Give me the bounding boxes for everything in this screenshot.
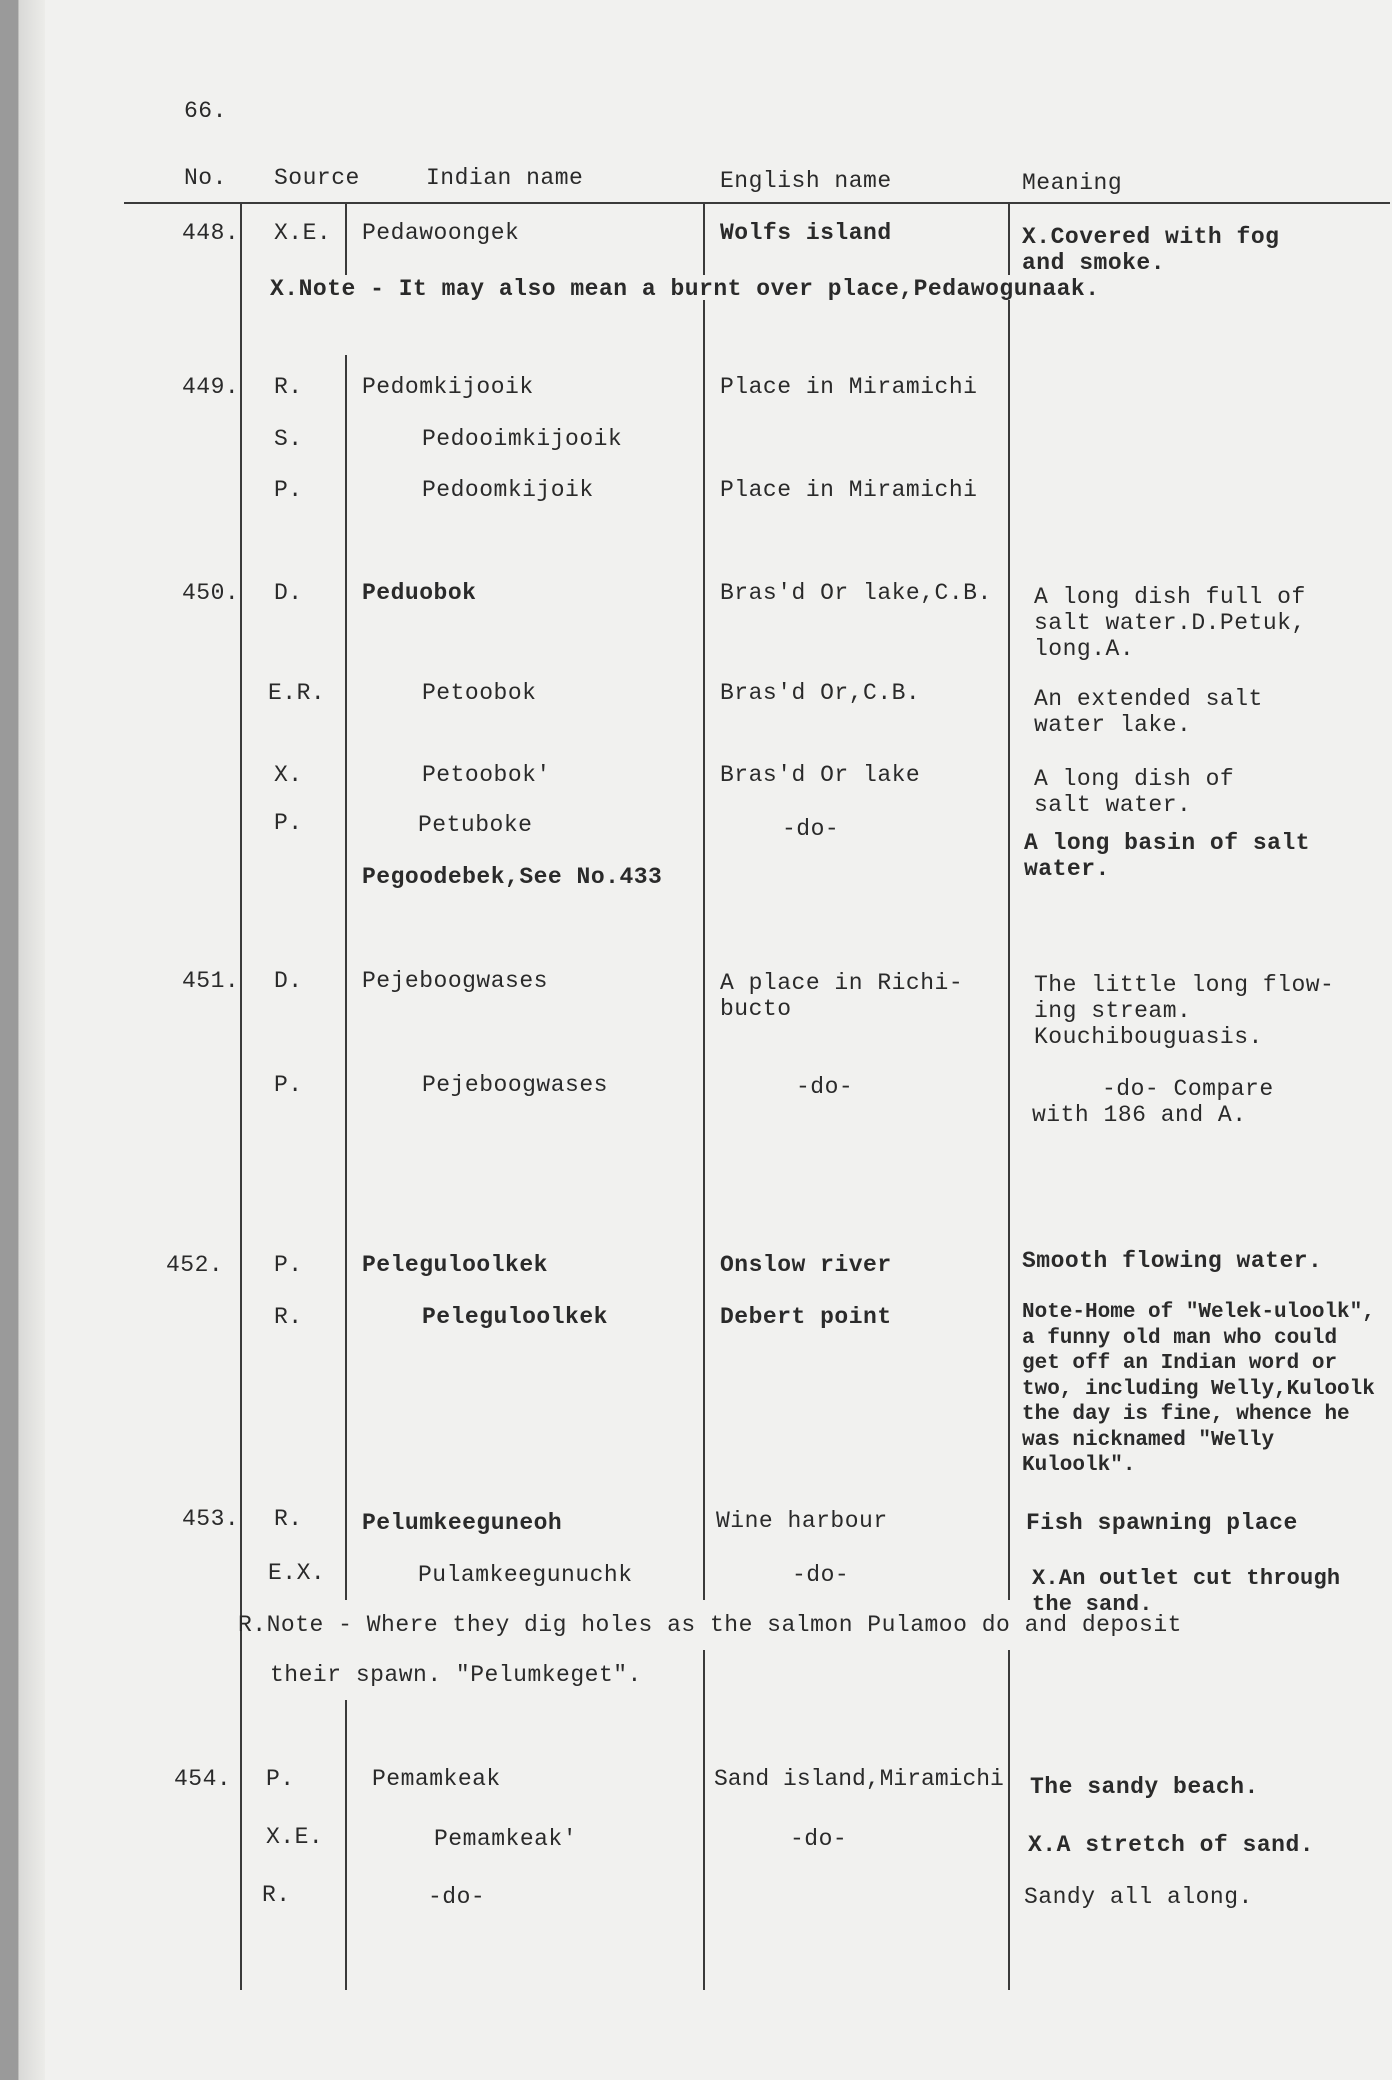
entry-454-meaning-2: X.A stretch of sand. [1028,1832,1315,1858]
header-indian-name: Indian name [426,165,584,191]
entry-453-no: 453. [182,1506,240,1532]
entry-451-no: 451. [182,968,240,994]
entry-453-english-1: Wine harbour [716,1508,888,1534]
entry-454-english-2: -do- [790,1826,848,1852]
entry-451-source-1: D. [274,968,303,994]
page-number: 66. [184,98,227,124]
entry-450-indian-3: Petoobok' [422,762,551,788]
entry-450-meaning-1: A long dish full of salt water.D.Petuk, long.A. [1034,584,1306,662]
entry-451-indian-2: Pejeboogwases [422,1072,608,1098]
entry-449-source-2: S. [274,426,303,452]
column-line-no [240,203,242,1990]
entry-450-source-4: P. [274,810,303,836]
entry-450-english-4: -do- [782,816,840,842]
entry-451-meaning-2: -do- Compare with 186 and A. [1032,1076,1274,1128]
entry-452-english-1: Onslow river [720,1252,892,1278]
entry-452-meaning-1: Smooth flowing water. [1022,1248,1323,1274]
entry-450-source-2: E.R. [268,680,326,706]
entry-449-english-3: Place in Miramichi [720,477,978,503]
page-edge [18,0,45,2080]
entry-450-no: 450. [182,580,240,606]
entry-452-indian-1: Peleguloolkek [362,1252,548,1278]
entry-454-source-3: R. [262,1882,291,1908]
column-line-indian-a [703,203,705,275]
entry-450-english-1: Bras'd Or lake,C.B. [720,580,992,606]
column-line-indian-b [703,300,705,1600]
entry-449-indian-2: Pedooimkijooik [422,426,623,452]
header-meaning: Meaning [1022,170,1123,196]
entry-451-english-1: A place in Richi-bucto [720,970,964,1022]
entry-452-source-1: P. [274,1252,303,1278]
entry-454-english-1: Sand island,Miramichi [714,1766,1004,1792]
entry-454-indian-1: Pemamkeak [372,1766,501,1792]
entry-451-meaning-1: The little long flow-ing stream. Kouchibouguasis. [1034,972,1335,1050]
entry-449-source-1: R. [274,374,303,400]
entry-450-indian-1: Peduobok [362,580,477,606]
entry-448-no: 448. [182,220,240,246]
entry-454-no: 454. [174,1766,232,1792]
entry-450-source-3: X. [274,762,303,788]
entry-448-indian: Pedawoongek [362,220,520,246]
entry-452-source-2: R. [274,1304,303,1330]
entry-450-source-1: D. [274,580,303,606]
entry-449-english-1: Place in Miramichi [720,374,978,400]
entry-453-english-2: -do- [792,1562,850,1588]
entry-452-english-2: Debert point [720,1304,892,1330]
entry-450-english-2: Bras'd Or,C.B. [720,680,921,706]
header-english-name: English name [720,168,892,194]
entry-448-meaning: X.Covered with fog and smoke. [1022,224,1280,276]
column-line-source-a [345,203,347,275]
entry-450-indian-2: Petoobok [422,680,537,706]
entry-450-meaning-4: A long basin of salt water. [1024,830,1311,882]
entry-453-source-1: R. [274,1506,303,1532]
column-line-source-c [345,1700,347,1990]
entry-448-note: X.Note - It may also mean a burnt over place,Pedawogunaak. [270,276,1100,302]
entry-453-meaning-2: X.An outlet cut through the sand. [1032,1566,1341,1617]
entry-454-indian-2: Pemamkeak' [434,1826,578,1852]
column-line-english-a [1008,203,1010,275]
entry-452-indian-2: Peleguloolkek [422,1304,608,1330]
column-line-indian-c [703,1650,705,1990]
entry-452-no: 452. [166,1252,224,1278]
column-line-english-b [1008,300,1010,1600]
entry-450-indian-4: Petuboke [418,812,533,838]
entry-452-meaning-2: Note-Home of "Welek-uloolk", a funny old man who could get off an Indian word or two, including Welly,Kuloolk the day is fine, whence he was nicknamed "Welly Kuloolk". [1022,1301,1375,1477]
entry-448-source: X.E. [274,220,332,246]
entry-450-english-3: Bras'd Or lake [720,762,921,788]
entry-453-note-line-1: R.Note - Where they dig holes as the salmon Pulamoo do and deposit [238,1612,1182,1638]
entry-454-source-1: P. [266,1766,295,1792]
column-line-english-c [1008,1650,1010,1990]
entry-448-english: Wolfs island [720,220,892,246]
entry-451-source-2: P. [274,1072,303,1098]
entry-451-indian-1: Pejeboogwases [362,968,548,994]
entry-454-indian-3: -do- [428,1884,486,1910]
entry-451-english-2: -do- [796,1074,854,1100]
entry-454-source-2: X.E. [266,1824,324,1850]
entry-450-see: Pegoodebek,See No.433 [362,864,663,890]
entry-453-source-2: E.X. [268,1560,326,1586]
entry-453-meaning-1: Fish spawning place [1026,1510,1298,1536]
header-no: No. [184,165,227,191]
entry-449-indian-3: Pedoomkijoik [422,477,594,503]
entry-454-meaning-1: The sandy beach. [1030,1774,1259,1800]
entry-454-meaning-3: Sandy all along. [1024,1884,1253,1910]
entry-450-meaning-2: An extended salt water lake. [1034,686,1263,738]
entry-453-indian-2: Pulamkeegunuchk [418,1562,633,1588]
header-rule [124,202,1390,204]
entry-449-no: 449. [182,374,240,400]
entry-453-note-line-2: their spawn. "Pelumkeget". [270,1662,642,1688]
header-source: Source [274,165,360,191]
entry-450-meaning-3: A long dish of salt water. [1034,766,1235,818]
entry-453-indian-1: Pelumkeeguneoh [362,1510,563,1536]
column-line-source-b [345,355,347,1600]
entry-449-source-3: P. [274,477,303,503]
entry-449-indian-1: Pedomkijooik [362,374,534,400]
